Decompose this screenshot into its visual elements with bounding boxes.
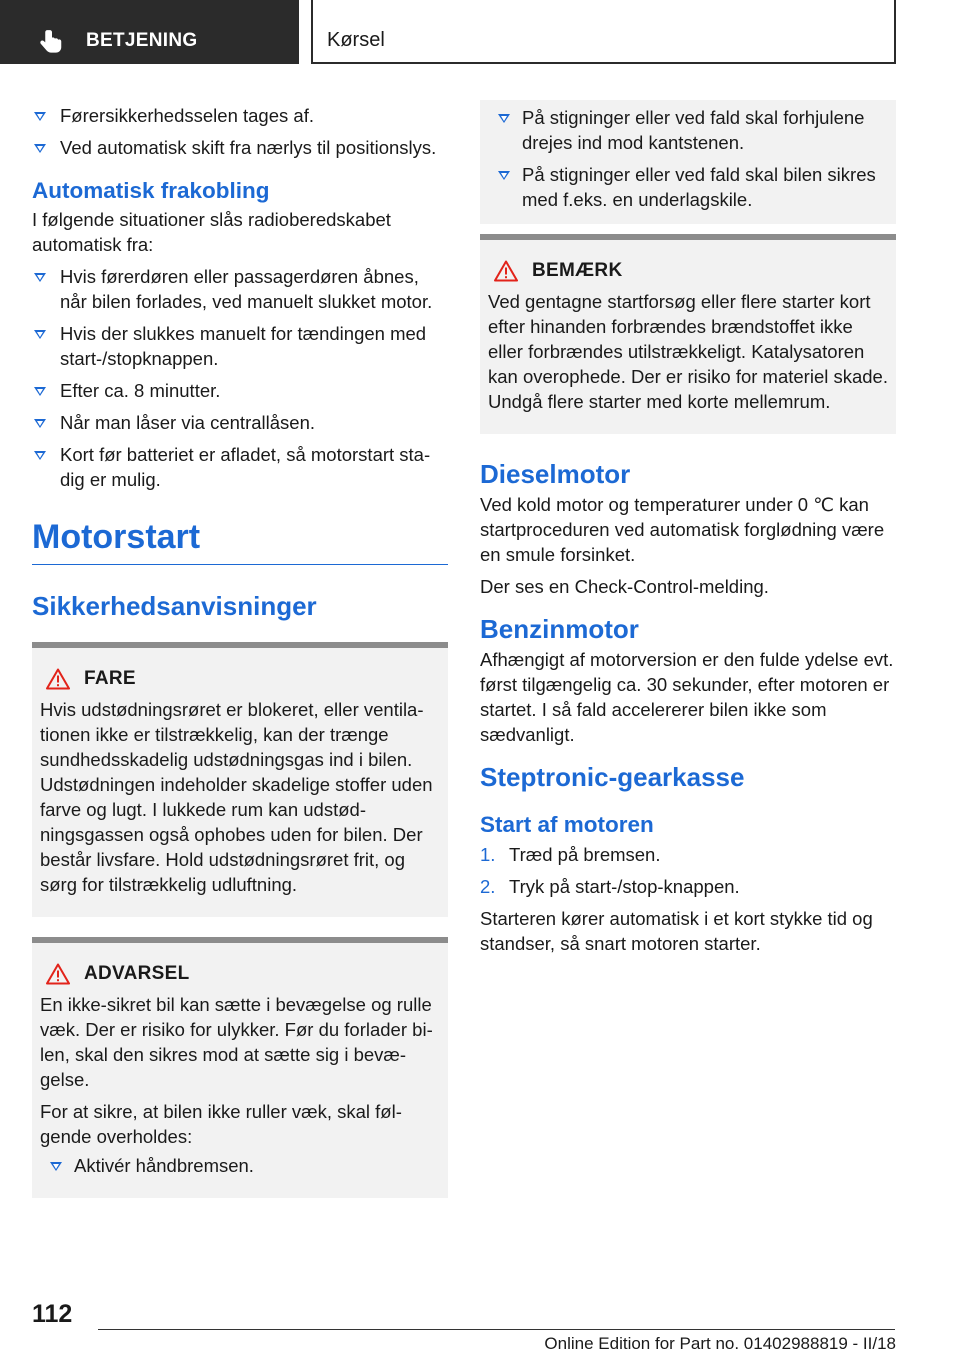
notice-header: [488, 258, 888, 283]
section-tab: [0, 0, 299, 64]
bullet-triangle-icon: [34, 330, 46, 339]
list-item: Efter ca. 8 minutter.: [32, 378, 448, 403]
paragraph: Ved kold motor og temperaturer under 0 ℃ kan startproceduren ved automatisk forglødning være en smule forsinket.: [480, 494, 885, 565]
danger-label: FARE: [84, 668, 136, 689]
list-item: Hvis der slukkes manuelt for tændingen med start-/stopknappen.: [32, 321, 448, 371]
bullet-triangle-icon: [34, 112, 46, 121]
subsection-heading: Start af motoren: [480, 812, 654, 837]
warning-header: [40, 961, 440, 986]
hand-pointer-icon: [36, 27, 66, 57]
bullet-triangle-icon: [34, 387, 46, 396]
left-column: [32, 100, 448, 1198]
section-heading: Sikkerhedsanvisninger: [32, 591, 317, 621]
chapter-title: Kørsel: [327, 29, 385, 51]
paragraph: I følgende situationer slås radioberedskabet automatisk fra:: [32, 209, 391, 255]
warning-cont-bullet-list: [488, 105, 888, 212]
warning-triangle-icon: [46, 963, 70, 985]
bullet-triangle-icon: [498, 171, 510, 180]
paragraph: Afhængigt af motorversion er den fulde ydelse evt. først tilgængelig ca. 30 sekunder, efter motoren er startet. I så fald accelererer bilen ikke som sædvanligt.: [480, 649, 894, 745]
list-item: Førersikkerhedsselen tages af.: [32, 103, 448, 128]
warning-box-continued: [480, 100, 896, 224]
intro-bullet-list: [32, 103, 448, 160]
list-item: Kort før batteriet er afladet, så motorstart stadig er mulig.: [32, 442, 448, 492]
warning-text: En ikke-sikret bil kan sætte i bevægelse og rulle væk. Der er risiko for ulykker. Før du forlader bilen, skal den sikres mod at sætte sig i bevægelse.: [40, 994, 433, 1090]
list-item: Aktivér håndbremsen.: [40, 1153, 440, 1178]
page-number: 112: [32, 1300, 73, 1328]
list-item: Hvis førerdøren eller passagerdøren åbnes, når bilen forlades, ved manuelt slukket motor.: [32, 264, 448, 314]
section-label: BETJENING: [86, 30, 198, 51]
notice-label: BEMÆRK: [532, 260, 623, 281]
paragraph: Der ses en Check-Control-melding.: [480, 576, 769, 597]
section-heading: Benzinmotor: [480, 614, 639, 644]
steps-list: [480, 842, 896, 899]
warning-triangle-icon: [494, 260, 518, 282]
section-heading: Automatisk frakobling: [32, 178, 270, 203]
footer-rule: [98, 1329, 895, 1330]
chapter-heading: Motorstart: [32, 518, 201, 556]
section-heading: Steptronic-gearkasse: [480, 762, 745, 792]
list-item: Ved automatisk skift fra nærlys til positionslys.: [32, 135, 448, 160]
bullet-triangle-icon: [34, 451, 46, 460]
section-heading: Dieselmotor: [480, 459, 631, 489]
notice-box: [480, 234, 896, 434]
danger-text: Hvis udstødningsrøret er blokeret, eller ventilationen ikke er tilstrækkelig, kan der trænge sundhedsskadelig udstødningsgas ind i bilen. Udstødningen indeholder skadelige stoffer uden farve og lugt. I lukkede rum kan udstødningsgassen også ophobes uden for bilen. Der består livsfare. Hold udstødningsrøret frit, og sørg for tilstrækkelig udluftning.: [40, 699, 433, 895]
bullet-triangle-icon: [34, 273, 46, 282]
bullet-triangle-icon: [50, 1162, 62, 1171]
warning-triangle-icon: [46, 668, 70, 690]
edition-note: Online Edition for Part no. 01402988819 - II/18: [544, 1334, 896, 1353]
right-column: [480, 100, 896, 963]
chapter-header: [311, 0, 896, 64]
paragraph: Starteren kører automatisk i et kort stykke tid og standser, så snart motoren starter.: [480, 908, 873, 954]
list-item: 2. Tryk på start-/stop-knappen.: [480, 876, 740, 897]
list-item: På stigninger eller ved fald skal forhjulene drejes ind mod kantstenen.: [488, 105, 888, 155]
warning-text: For at sikre, at bilen ikke ruller væk, skal følgende overholdes:: [40, 1101, 402, 1147]
danger-header: [40, 666, 440, 691]
auto-off-bullet-list: [32, 264, 448, 492]
warning-label: ADVARSEL: [84, 963, 190, 984]
bullet-triangle-icon: [34, 144, 46, 153]
bullet-triangle-icon: [498, 114, 510, 123]
bullet-triangle-icon: [34, 419, 46, 428]
warning-bullet-list: [40, 1153, 440, 1178]
list-item: På stigninger eller ved fald skal bilen sikres med f.eks. en underlagskile.: [488, 162, 888, 212]
list-item: 1. Træd på bremsen.: [480, 844, 661, 865]
heading-rule: [32, 564, 448, 565]
list-item: Når man låser via centrallåsen.: [32, 410, 448, 435]
danger-box: [32, 642, 448, 917]
warning-box: [32, 937, 448, 1198]
notice-text: Ved gentagne startforsøg eller flere starter kort efter hinanden forbrændes brændstoffet ikke eller forbrændes utilstrækkeligt. Katalysatoren kan overophede. Der er risiko for materiel skade. Undgå flere starter med korte mellemrum.: [488, 291, 888, 412]
